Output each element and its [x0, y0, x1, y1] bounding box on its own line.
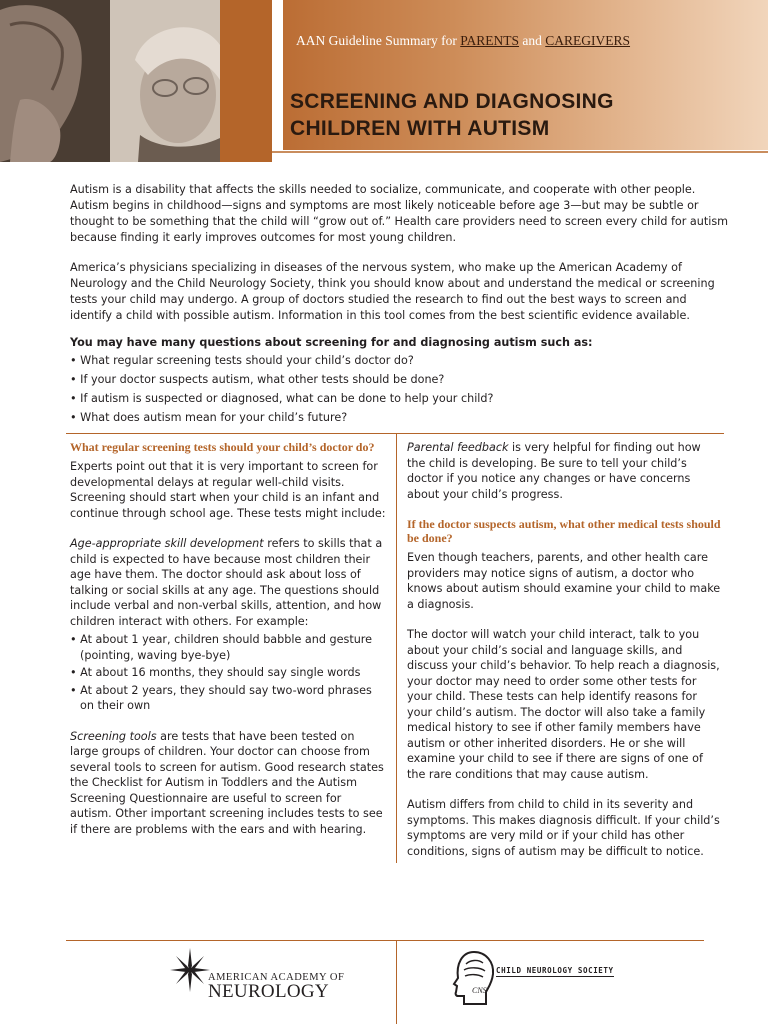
- guideline-kicker: [296, 33, 630, 49]
- left-paragraph-3-text: are tests that have been tested on large groups of children. Your doctor can choose from several tools to screen for autism. Good research states the Checklist for Autism in Toddlers and the Autism Screening Questionnaire are useful to screen for autism. Other important screening includes tests to see if there are problems with the ears and with hearing.: [70, 729, 384, 836]
- intro-section: [70, 182, 730, 427]
- intro-paragraph-2: America’s physicians specializing in diseases of the nervous system, who make up the American Academy of Neurology and the Child Neurology Society, think you should know about and understand the medical or screening tests your child may undergo. A group of doctors studied the research to find out the best ways to screen and identify a child with possible autism. Information in this tool comes from the best scientific evidence available.: [70, 261, 715, 322]
- milestone-item: • At about 1 year, children should babble and gesture (pointing, waving bye-bye): [70, 632, 386, 663]
- cns-name: CHILD NEUROLOGY SOCIETY: [496, 966, 614, 975]
- right-column: [407, 440, 722, 874]
- right-paragraph-2: Even though teachers, parents, and other health care providers may notice signs of autism, a doctor who knows about autism should examine your child to make a diagnosis.: [407, 551, 721, 611]
- left-column: [70, 440, 386, 852]
- left-paragraph-2: [70, 536, 386, 629]
- right-paragraph-1-text: is very helpful for finding out how the child is developing. Be sure to tell your child’s doctor if you notice any changes or have concerns about your child’s progress.: [407, 441, 701, 501]
- aan-logo: [170, 948, 370, 1008]
- header-photo: [0, 0, 220, 162]
- column-divider: [396, 433, 397, 863]
- question-item: • What does autism mean for your child’s future?: [70, 408, 730, 427]
- left-paragraph-1: Experts point out that it is very important to screen for developmental delays at regular well-child visits. Screening should start when your child is an infant and continue through school age. These tests might include:: [70, 460, 386, 520]
- right-paragraph-1: [407, 440, 722, 502]
- header-accent-bar: [220, 0, 272, 162]
- right-paragraph-4: Autism differs from child to child in its severity and symptoms. This makes diagnosis difficult. If your child’s symptoms are very mild or if your child has other conditions, signs of autism may be difficult to notice.: [407, 798, 720, 858]
- question-item: • What regular screening tests should your child’s doctor do?: [70, 351, 730, 370]
- section-heading-medical-tests: If the doctor suspects autism, what other medical tests should be done?: [407, 517, 721, 545]
- cns-mark: CNS: [472, 986, 487, 995]
- title-line-1: SCREENING AND DIAGNOSING: [290, 90, 614, 113]
- term-parental-feedback: Parental feedback: [407, 441, 509, 454]
- question-item: • If your doctor suspects autism, what other tests should be done?: [70, 370, 730, 389]
- cns-logo: [452, 950, 622, 1010]
- aan-name-line-2: NEUROLOGY: [208, 981, 329, 1002]
- aan-name-line-1: AMERICAN ACADEMY OF: [208, 972, 345, 983]
- page-title: [290, 88, 760, 142]
- milestone-list: [70, 632, 386, 714]
- header-rule: [272, 151, 768, 153]
- head-profile-logo-icon: [452, 950, 496, 1008]
- starburst-logo-icon: [170, 948, 210, 992]
- left-paragraph-2-text: refers to skills that a child is expected to have because most children their age have them. The doctor should ask about loss of talking or social skills at any age. The questions should include verbal and non-verbal skills, attention, and how children interact with others. For example:: [70, 537, 383, 628]
- right-paragraph-3: The doctor will watch your child interact, talk to you about your child’s social and language skills, and discuss your child’s behavior. To help reach a diagnosis, your doctor may need to order some other tests for your child. These tests can help identify reasons for your child’s autism. The doctor will also take a family medical history to see if other family members have autism or other inherited disorders. He or she will examine your child to see if there are signs of one of the rare conditions that may cause autism.: [407, 628, 720, 781]
- question-item: • If autism is suspected or diagnosed, what can be done to help your child?: [70, 389, 730, 408]
- footer-divider: [396, 940, 397, 1024]
- section-heading-screening: What regular screening tests should your child’s doctor do?: [70, 440, 375, 454]
- questions-heading: You may have many questions about screening for and diagnosing autism such as:: [70, 336, 593, 349]
- milestone-item: • At about 16 months, they should say single words: [70, 665, 386, 681]
- term-skill-development: Age-appropriate skill development: [70, 537, 264, 550]
- left-paragraph-3: [70, 729, 386, 838]
- kicker-and: and: [522, 33, 542, 48]
- milestone-item: • At about 2 years, they should say two-word phrases on their own: [70, 683, 386, 714]
- title-line-2: CHILDREN WITH AUTISM: [290, 117, 550, 140]
- term-screening-tools: Screening tools: [70, 729, 157, 743]
- kicker-caregivers: CAREGIVERS: [545, 33, 631, 48]
- columns-top-rule: [66, 433, 724, 434]
- questions-list: [70, 351, 730, 427]
- kicker-prefix: AAN Guideline Summary for: [296, 33, 457, 48]
- kicker-parents: PARENTS: [460, 33, 520, 48]
- footer-rule: [66, 940, 704, 941]
- intro-paragraph-1: Autism is a disability that affects the skills needed to socialize, communicate, and cooperate with other people. Autism begins in childhood—signs and symptoms are most likely noticeable before age 3—but may be subtle or thought to be something that the child will “grow out of.” Health care providers need to screen every child for autism because finding it early improves outcomes for most young children.: [70, 183, 729, 244]
